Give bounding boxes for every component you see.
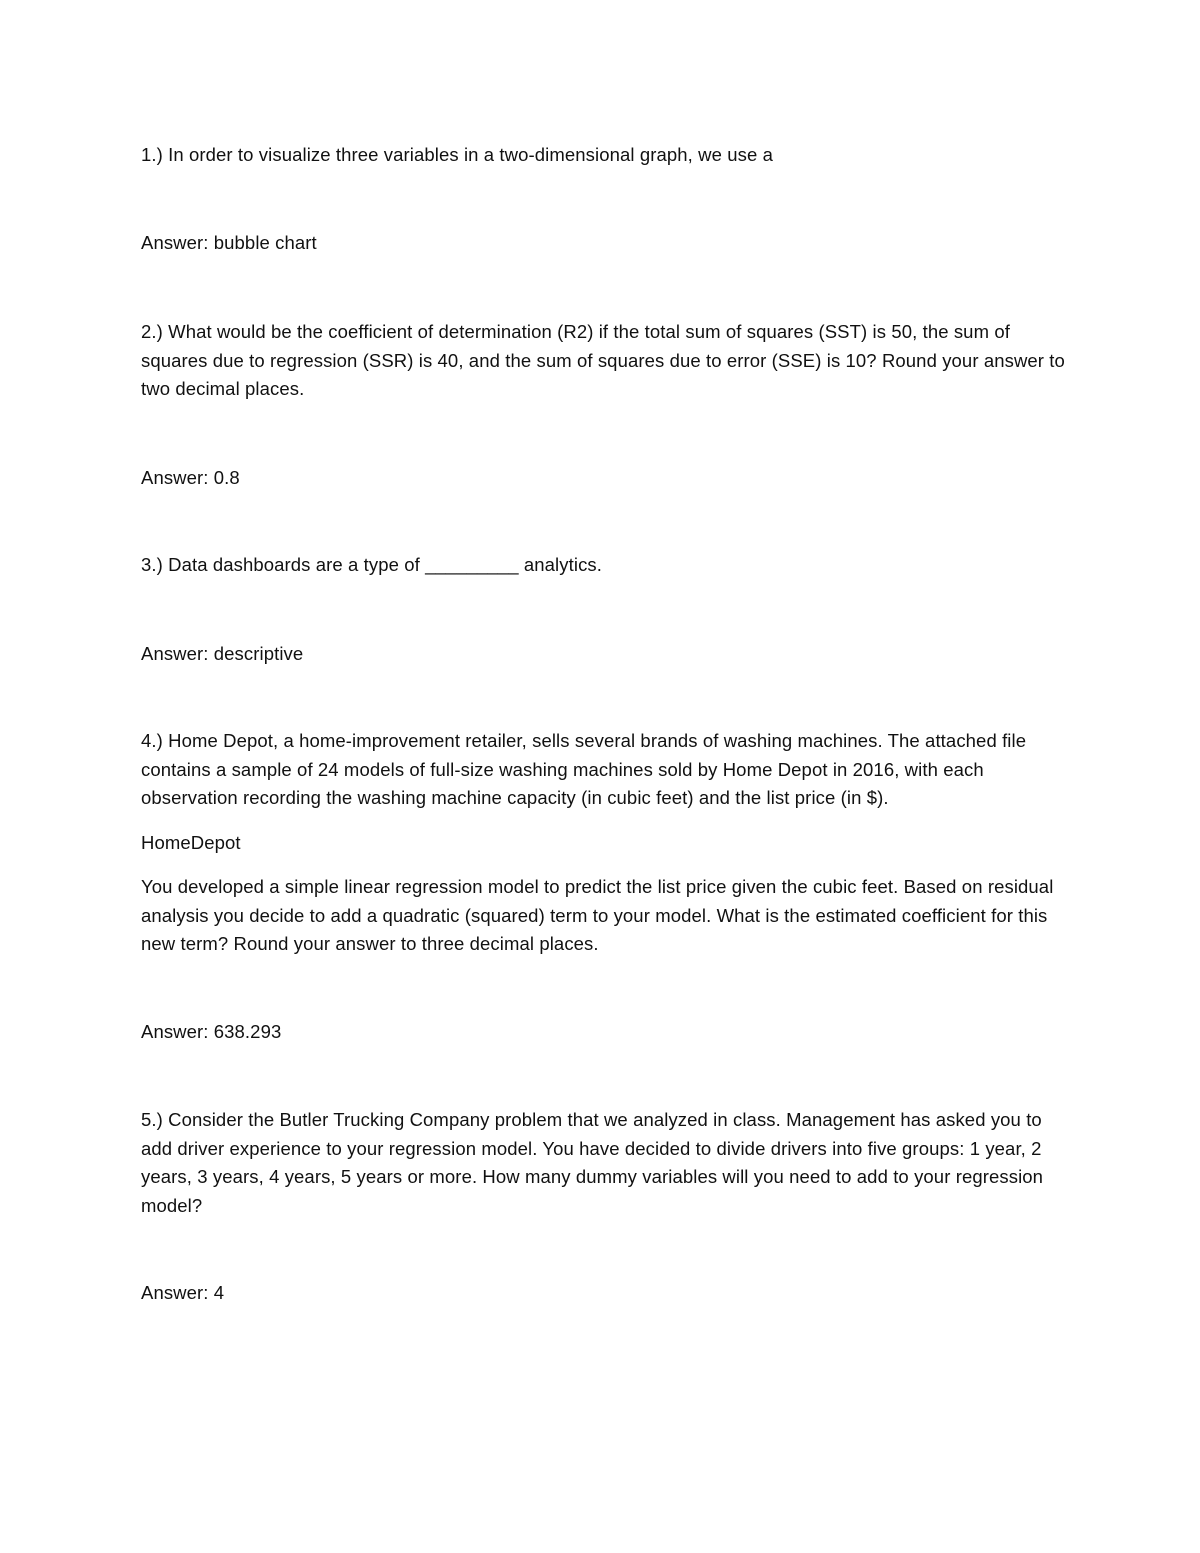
question-4-followup-text: You developed a simple linear regression model to predict the list price given the cubic feet. Based on residual analysis you decide to add a quadratic (squared) term to your model. What is the estimated coefficient for this new term? Round your answer to three decimal places. (141, 876, 1054, 954)
answer-4-text: Answer: 638.293 (141, 1021, 282, 1042)
question-3-text: 3.) Data dashboards are a type of _________ analytics. (141, 554, 603, 575)
question-4-text: 4.) Home Depot, a home-improvement retailer, sells several brands of washing machines. The attached file contains a sample of 24 models of full-size washing machines sold by Home Depot in 2016, with each observation recording the washing machine capacity (in cubic feet) and the list price (in $). (141, 730, 1027, 808)
question-5-text: 5.) Consider the Butler Trucking Company problem that we analyzed in class. Management has asked you to add driver experience to your regression model. You have decided to divide drivers into five groups: 1 year, 2 years, 3 years, 4 years, 5 years or more. How many dummy variables will you need to add to your regression model? (141, 1109, 1044, 1216)
answer-2-text: Answer: 0.8 (141, 467, 240, 488)
question-2-text: 2.) What would be the coefficient of determination (R2) if the total sum of squares (SST) is 50, the sum of squares due to regression (SSR) is 40, and the sum of squares due to error (SSE) is 10? Round your answer to two decimal places. (141, 321, 1065, 399)
answer-1-text: Answer: bubble chart (141, 232, 317, 253)
answer-3-text: Answer: descriptive (141, 643, 304, 664)
question-1-text: 1.) In order to visualize three variables in a two-dimensional graph, we use a (141, 144, 773, 165)
attached-file-label: HomeDepot (141, 832, 241, 853)
answer-5-text: Answer: 4 (141, 1282, 225, 1303)
